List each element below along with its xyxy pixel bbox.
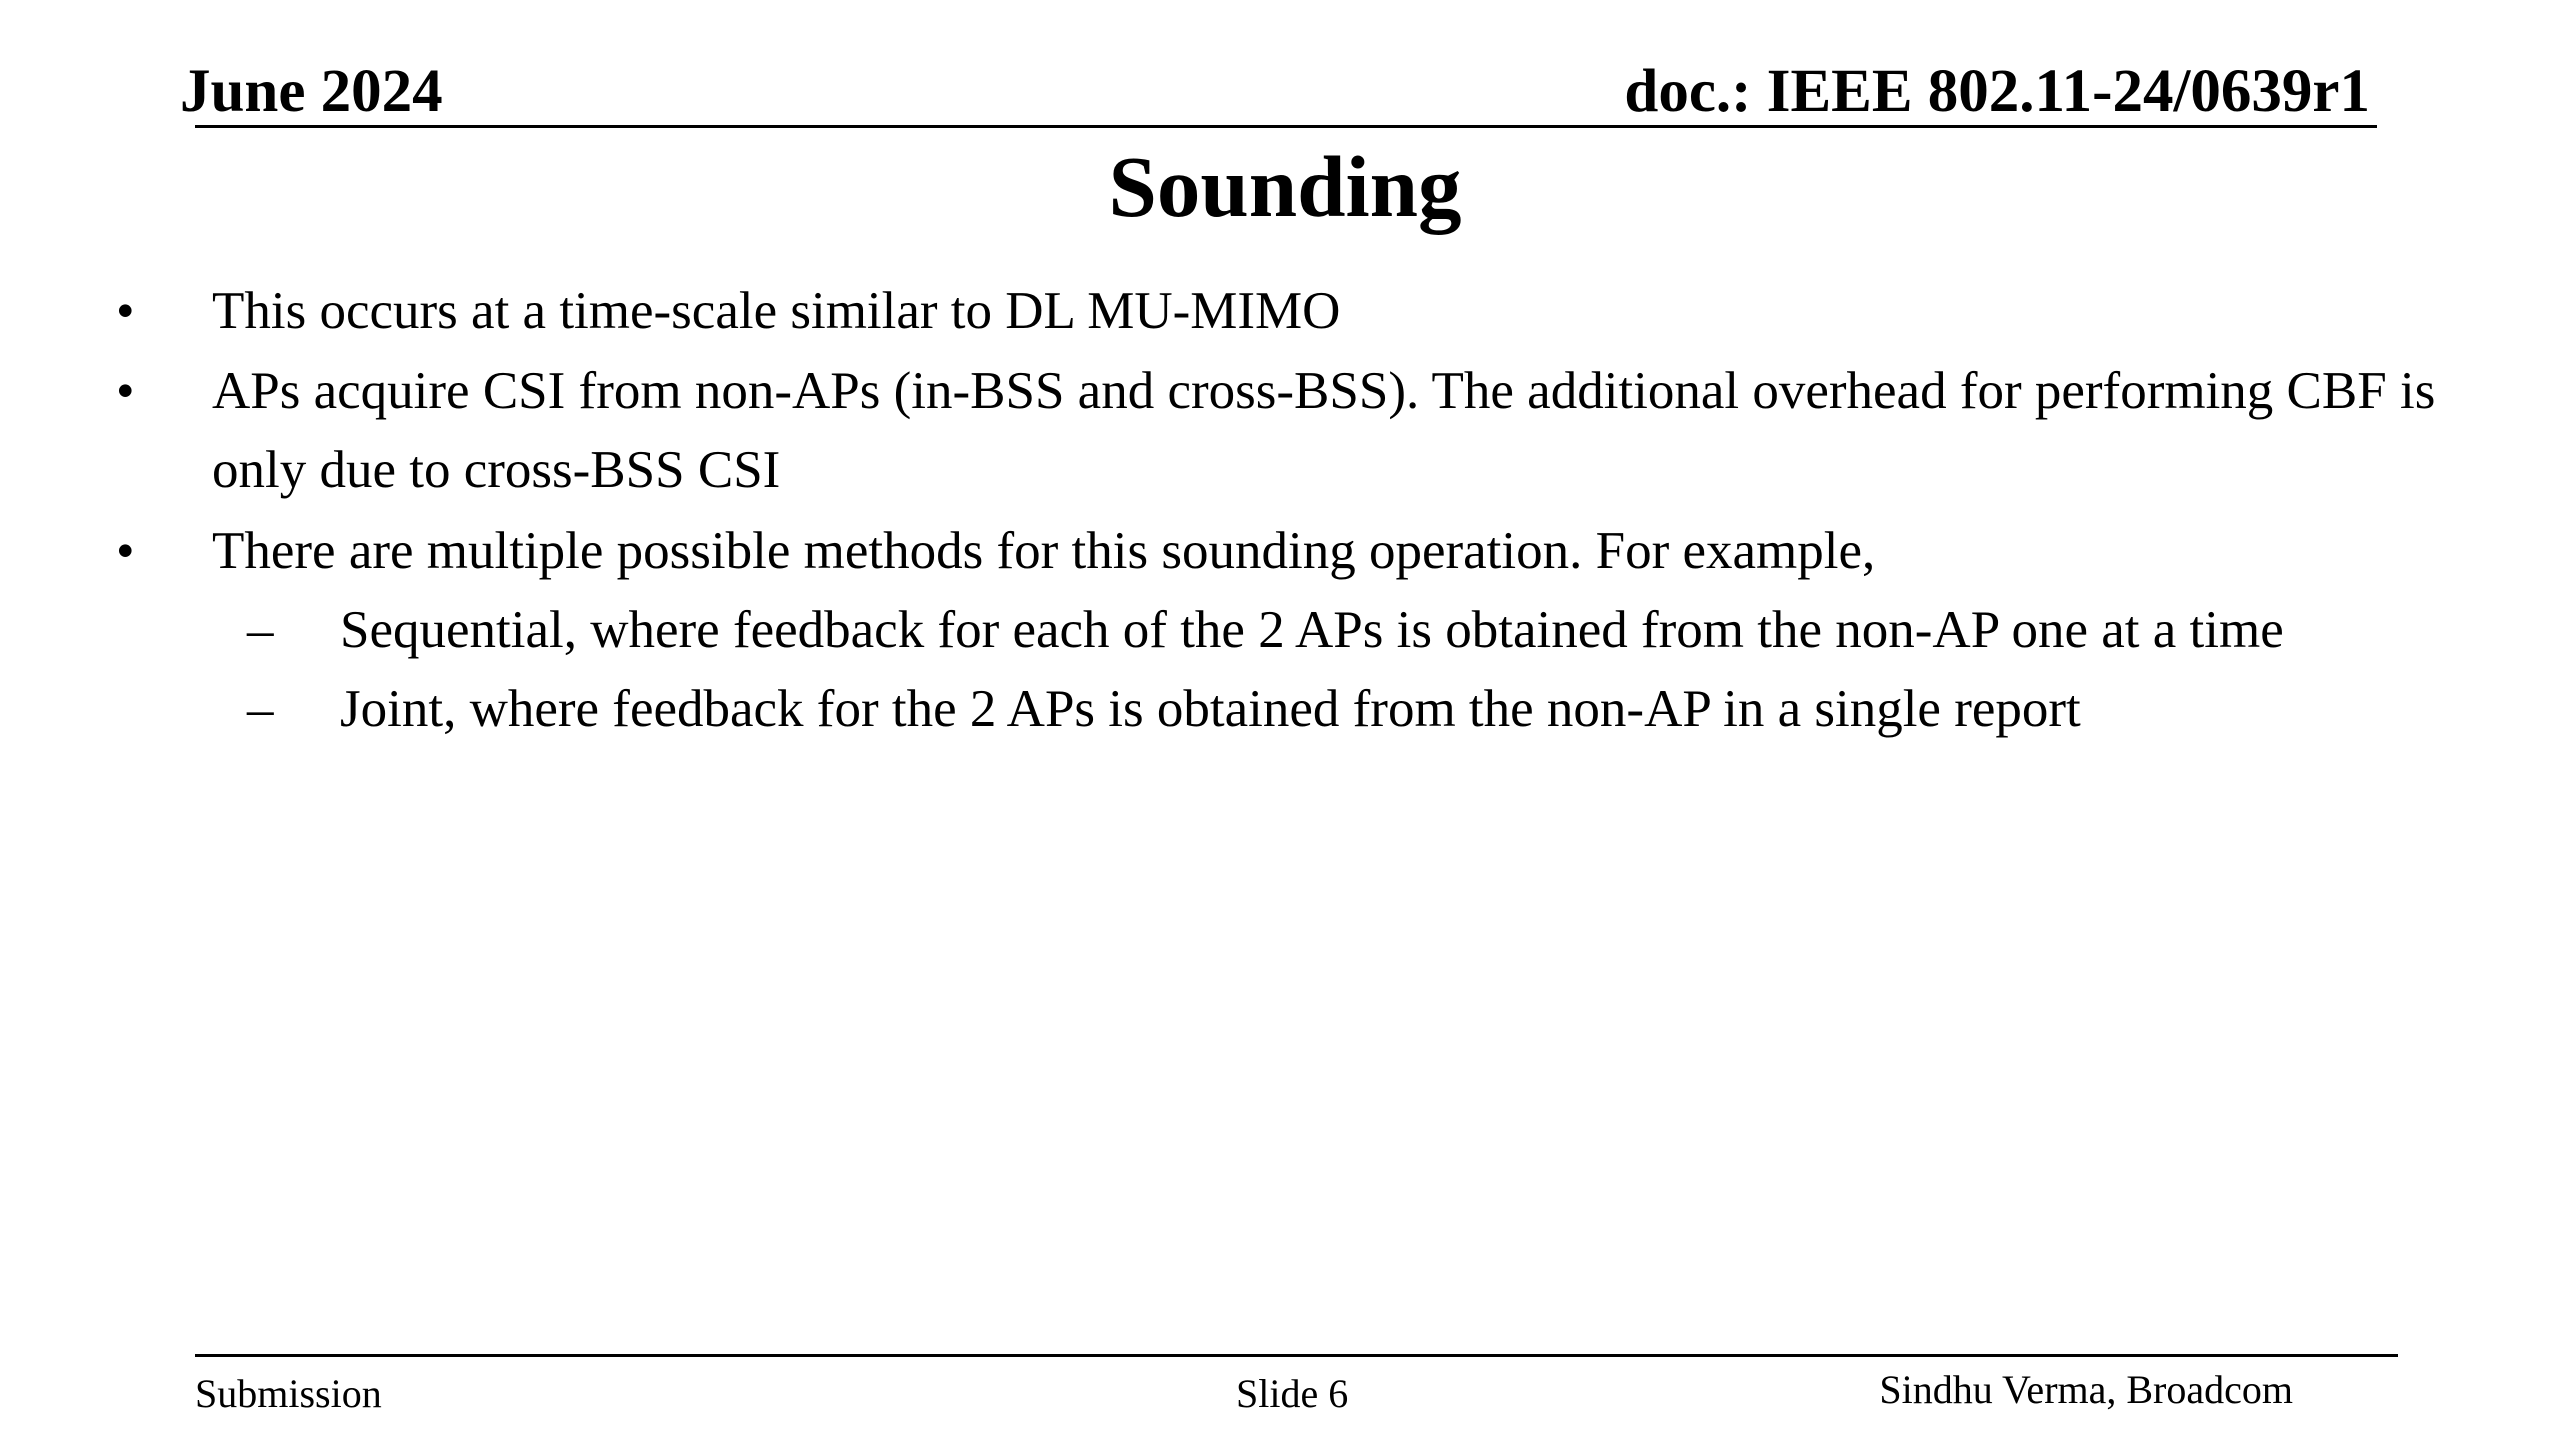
slide-title: Sounding <box>1108 138 1462 235</box>
bullet-marker: • <box>116 282 135 340</box>
footer-author: Sindhu Verma, Broadcom <box>1879 1367 2293 1412</box>
header-date: June 2024 <box>180 58 443 125</box>
bullet-marker: • <box>116 362 135 420</box>
footer-slide-number: Slide 6 <box>1236 1371 1349 1416</box>
bullet-marker: • <box>116 522 135 580</box>
footer-divider <box>195 1354 2398 1357</box>
bullet-text: This occurs at a time-scale similar to DL MU-MIMO <box>212 282 1341 340</box>
header-doc-id: doc.: IEEE 802.11-24/0639r1 <box>1624 58 2370 125</box>
sub-bullet-text: Joint, where feedback for the 2 APs is obtained from the non-AP in a single report <box>340 680 2081 738</box>
bullet-text: There are multiple possible methods for this sounding operation. For example, <box>212 522 1876 580</box>
footer-submission: Submission <box>195 1371 382 1416</box>
sub-bullet-marker: – <box>247 601 274 659</box>
bullet-text: APs acquire CSI from non-APs (in-BSS and cross-BSS). The additional overhead for performing CBF is only due to cross-BSS CSI <box>212 362 2436 499</box>
sub-bullet-text: Sequential, where feedback for each of the 2 APs is obtained from the non-AP one at a time <box>340 601 2284 659</box>
header-divider <box>195 125 2377 128</box>
sub-bullet-marker: – <box>247 680 274 738</box>
